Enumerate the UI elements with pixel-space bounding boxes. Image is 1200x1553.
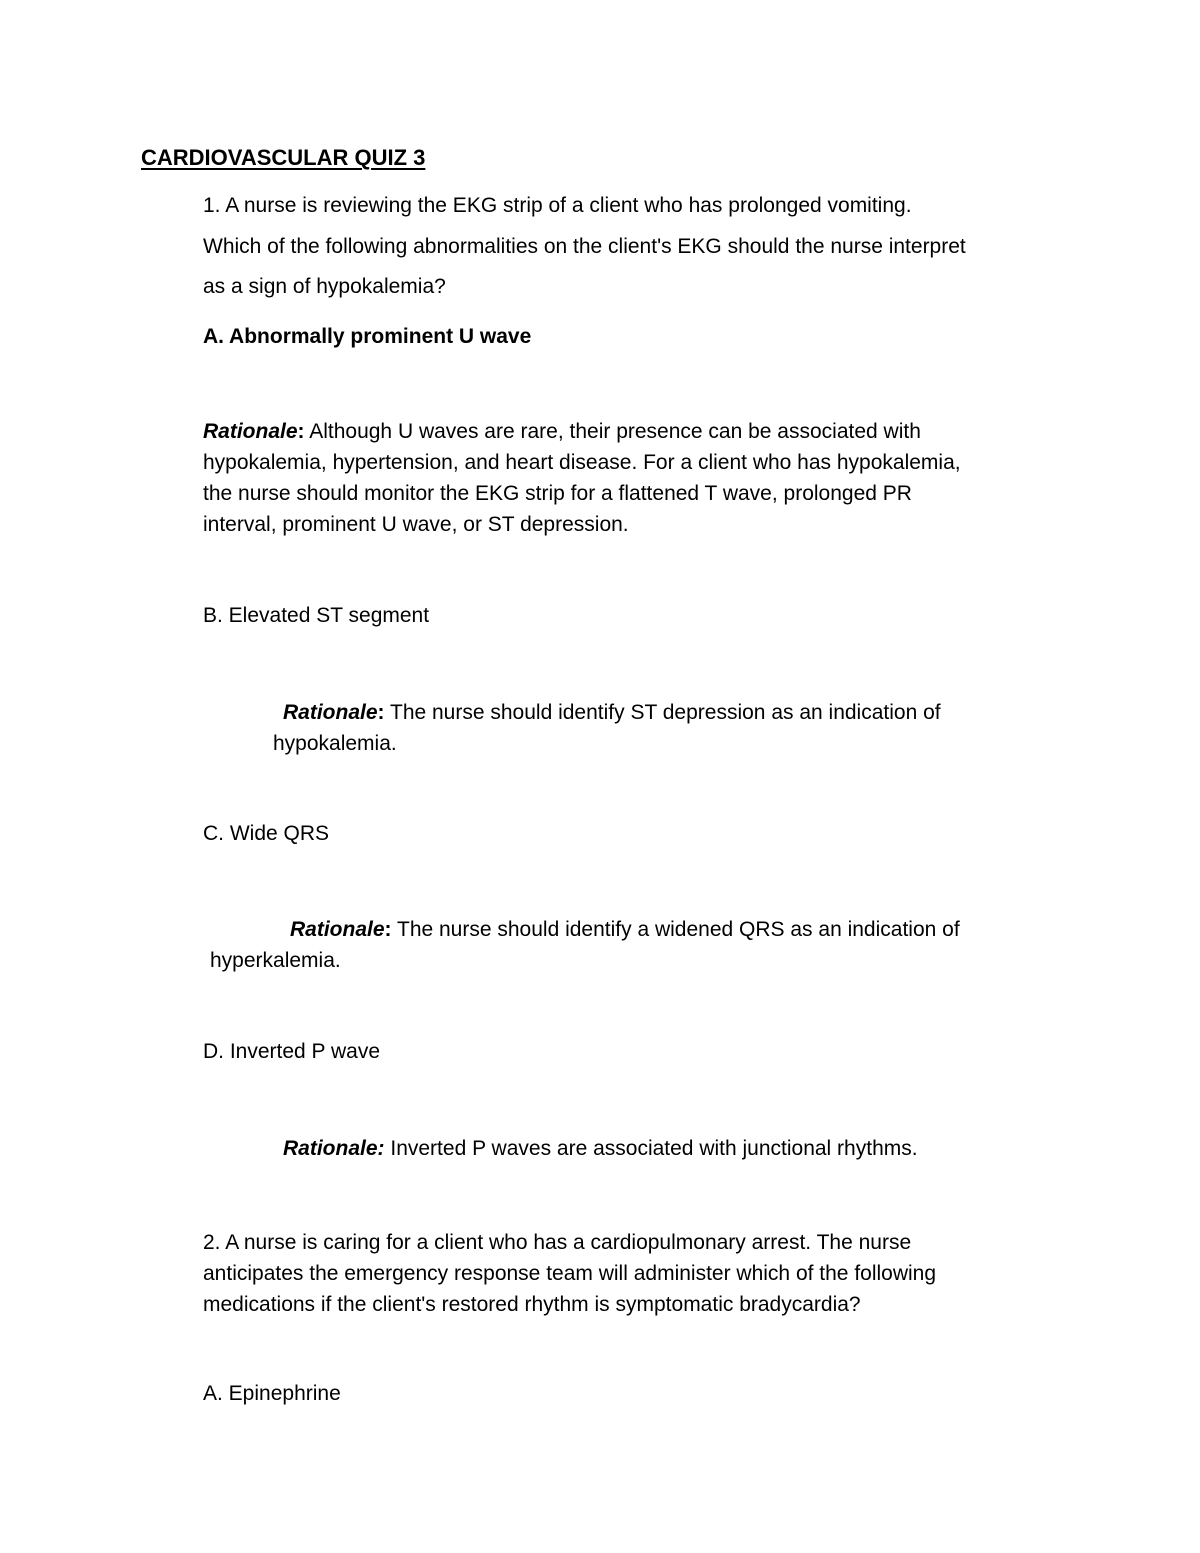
q1-option-a: A. Abnormally prominent U wave	[203, 325, 532, 348]
rationale-text: hypokalemia.	[273, 732, 397, 755]
q2-option-a: A. Epinephrine	[203, 1382, 341, 1405]
rationale-label: Rationale	[203, 420, 298, 443]
rationale-label: Rationale	[283, 701, 378, 724]
q1-option-d: D. Inverted P wave	[203, 1040, 381, 1063]
rationale-colon: :	[377, 701, 385, 724]
quiz-title: CARDIOVASCULAR QUIZ 3	[141, 145, 426, 170]
rationale-text: hypokalemia, hypertension, and heart disease. For a client who has hypokalemia,	[203, 451, 961, 474]
q1-option-b: B. Elevated ST segment	[203, 604, 430, 627]
rationale-text: The nurse should identify ST depression as an indication of	[384, 701, 941, 724]
question-1-line: as a sign of hypokalemia?	[203, 275, 446, 298]
q1-rationale-d	[283, 1133, 918, 1164]
question-2-line: medications if the client's restored rhythm is symptomatic bradycardia?	[203, 1293, 861, 1316]
rationale-text: Inverted P waves are associated with junctional rhythms.	[384, 1137, 918, 1160]
q1-rationale-c	[210, 914, 960, 976]
question-1-line: 1. A nurse is reviewing the EKG strip of a client who has prolonged vomiting.	[203, 194, 912, 217]
rationale-text: The nurse should identify a widened QRS as an indication of	[391, 918, 960, 941]
rationale-text: interval, prominent U wave, or ST depression.	[203, 513, 629, 536]
question-2-line: anticipates the emergency response team will administer which of the following	[203, 1262, 937, 1285]
rationale-text: hyperkalemia.	[210, 949, 341, 972]
q1-rationale-a	[203, 416, 961, 540]
rationale-colon: :	[384, 918, 392, 941]
q1-rationale-b	[273, 697, 941, 759]
question-1	[203, 186, 966, 308]
rationale-label: Rationale	[290, 918, 385, 941]
rationale-colon: :	[377, 1137, 385, 1160]
rationale-text: Although U waves are rare, their presence can be associated with	[304, 420, 921, 443]
rationale-colon: :	[297, 420, 305, 443]
question-1-line: Which of the following abnormalities on the client's EKG should the nurse interpret	[203, 234, 966, 258]
question-2	[203, 1227, 936, 1320]
rationale-label: Rationale	[283, 1137, 378, 1160]
question-2-line: 2. A nurse is caring for a client who has a cardiopulmonary arrest. The nurse	[203, 1231, 912, 1254]
q1-option-c: C. Wide QRS	[203, 822, 330, 845]
rationale-text: the nurse should monitor the EKG strip for a flattened T wave, prolonged PR	[203, 482, 912, 505]
